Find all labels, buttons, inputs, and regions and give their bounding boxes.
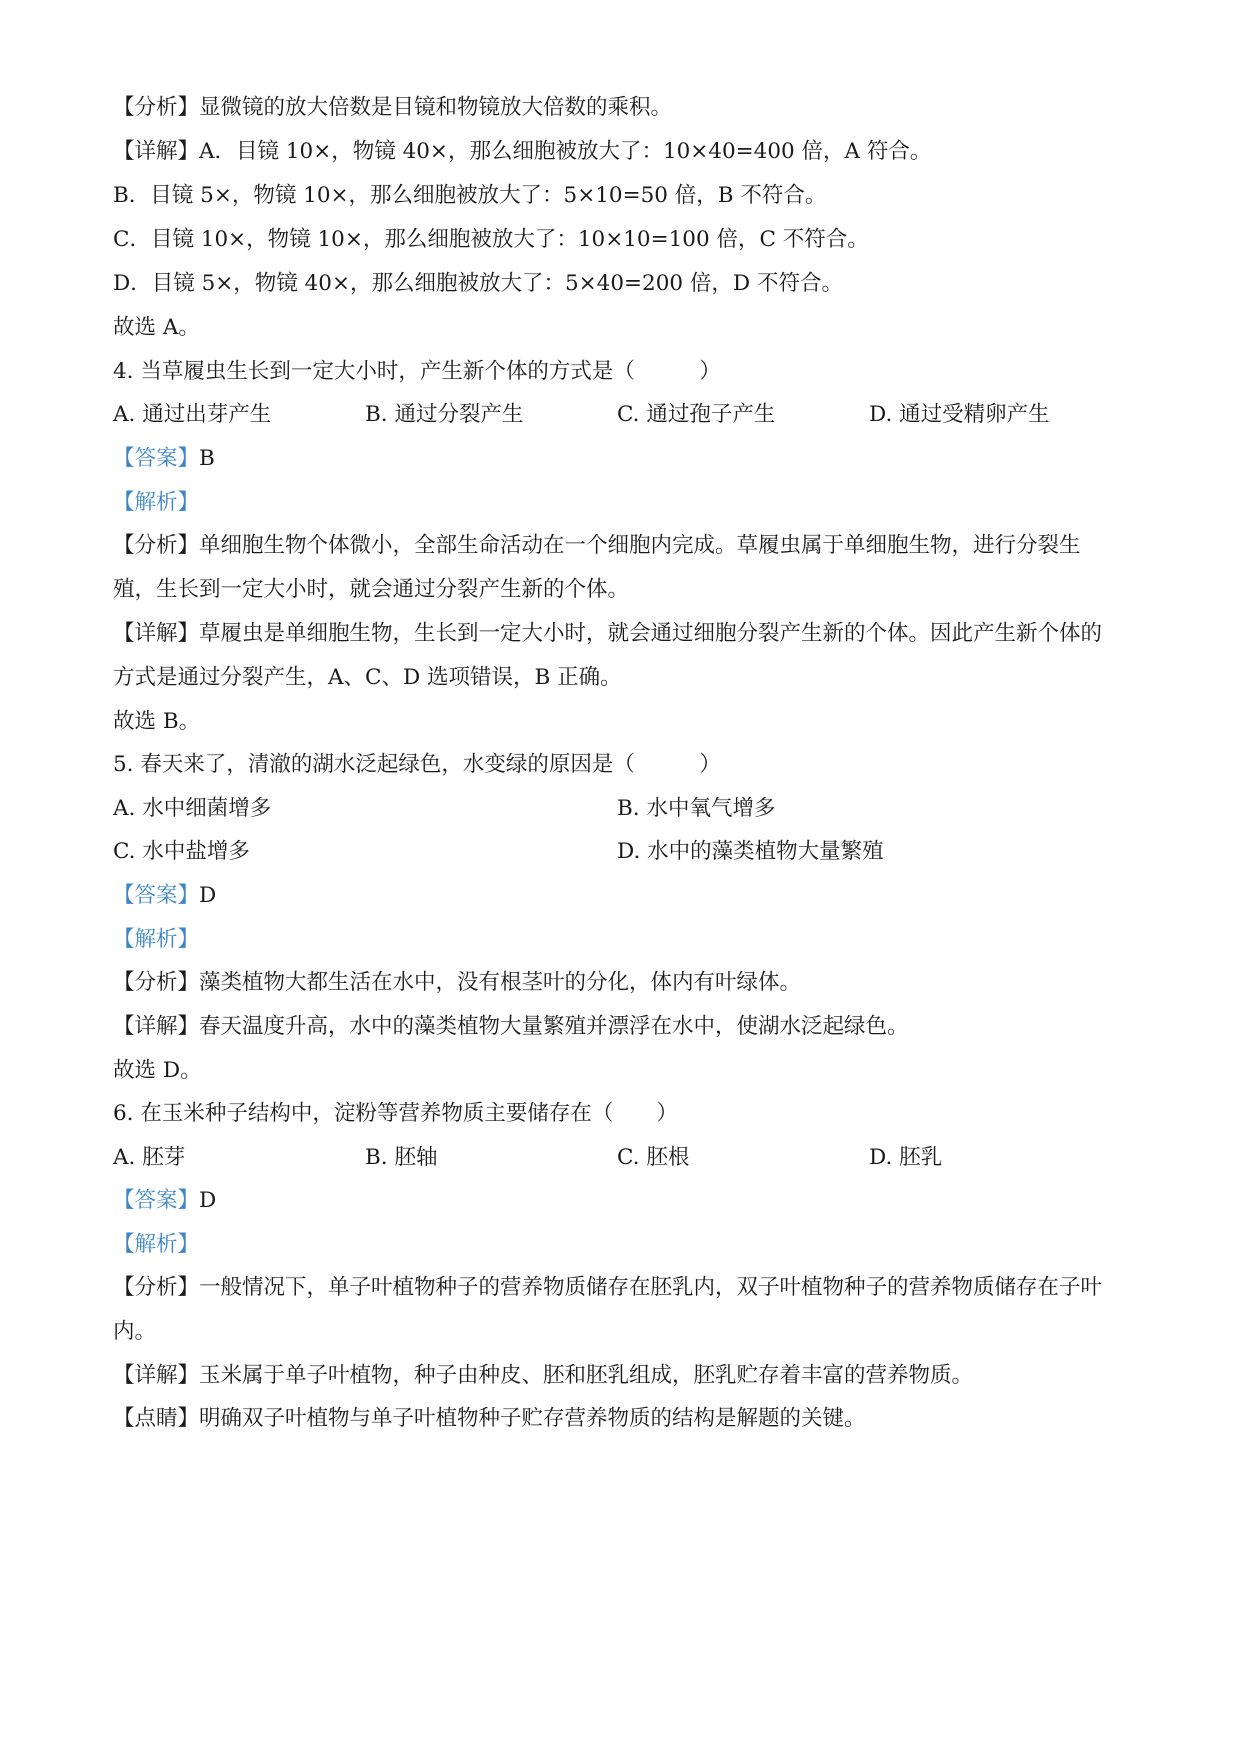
q6-question: 6. 在玉米种子结构中，淀粉等营养物质主要储存在（ ） — [113, 1101, 678, 1126]
q5-option-b: B. 水中氧气增多 — [617, 796, 776, 821]
q4-option-c: C. 通过孢子产生 — [617, 402, 776, 427]
q6-jiexi-tag: 【解析】 — [113, 1232, 200, 1257]
q6-option-a: A. 胚芽 — [113, 1145, 186, 1170]
q6-analysis-line-2: 内。 — [113, 1319, 157, 1344]
q4-analysis-line-1: 【分析】单细胞生物个体微小，全部生命活动在一个细胞内完成。草履虫属于单细胞生物，进行分裂生 — [113, 533, 1081, 558]
q5-option-c: C. 水中盐增多 — [113, 839, 250, 864]
answer-value: D — [199, 1188, 217, 1213]
q6-analysis-line-1: 【分析】一般情况下，单子叶植物种子的营养物质储存在胚乳内，双子叶植物种子的营养物质储存在子叶 — [113, 1275, 1103, 1300]
q4-detail-line-2: 方式是通过分裂产生，A、C、D 选项错误，B 正确。 — [113, 665, 622, 690]
q5-options-row-1 — [113, 794, 1143, 824]
q5-question: 5. 春天来了，清澈的湖水泛起绿色，水变绿的原因是（ ） — [113, 752, 721, 777]
q5-option-a: A. 水中细菌增多 — [113, 796, 272, 821]
q5-analysis: 【分析】藻类植物大都生活在水中，没有根茎叶的分化，体内有叶绿体。 — [113, 970, 802, 995]
q4-option-d: D. 通过受精卵产生 — [869, 402, 1050, 427]
q3-option-d-explanation: D．目镜 5×，物镜 40×，那么细胞被放大了：5×40=200 倍，D 不符合。 — [113, 271, 843, 296]
q4-analysis-line-2: 殖，生长到一定大小时，就会通过分裂产生新的个体。 — [113, 577, 630, 602]
q3-detail: 【详解】A．目镜 10×，物镜 40×，那么细胞被放大了：10×40=400 倍，A 符合。 — [113, 139, 932, 164]
q3-analysis: 【分析】显微镜的放大倍数是目镜和物镜放大倍数的乘积。 — [113, 95, 673, 120]
answer-value: B — [199, 446, 215, 471]
q3-choice: 故选 A。 — [113, 315, 200, 340]
q4-option-b: B. 通过分裂产生 — [365, 402, 524, 427]
q3-option-b-explanation: B．目镜 5×，物镜 10×，那么细胞被放大了：5×10=50 倍，B 不符合。 — [113, 183, 827, 208]
q6-option-b: B. 胚轴 — [365, 1145, 438, 1170]
q6-option-d: D. 胚乳 — [869, 1145, 943, 1170]
q4-detail-line-1: 【详解】草履虫是单细胞生物，生长到一定大小时，就会通过细胞分裂产生新的个体。因此产生新个体的 — [113, 621, 1103, 646]
q3-option-c-explanation: C．目镜 10×，物镜 10×，那么细胞被放大了：10×10=100 倍，C 不符合。 — [113, 227, 869, 252]
q4-jiexi-tag: 【解析】 — [113, 490, 200, 515]
q6-detail: 【详解】玉米属于单子叶植物，种子由种皮、胚和胚乳组成，胚乳贮存着丰富的营养物质。 — [113, 1363, 974, 1388]
q6-options — [113, 1143, 1143, 1173]
q6-answer — [113, 1186, 1143, 1216]
q6-pointer: 【点睛】明确双子叶植物与单子叶植物种子贮存营养物质的结构是解题的关键。 — [113, 1406, 866, 1431]
answer-value: D — [199, 883, 217, 908]
q5-jiexi-tag: 【解析】 — [113, 927, 200, 952]
q5-answer — [113, 881, 1143, 911]
q5-option-d: D. 水中的藻类植物大量繁殖 — [617, 839, 884, 864]
answer-tag: 【答案】 — [113, 1188, 200, 1213]
q6-option-c: C. 胚根 — [617, 1145, 690, 1170]
q4-option-a: A. 通过出芽产生 — [113, 402, 272, 427]
q4-question: 4. 当草履虫生长到一定大小时，产生新个体的方式是（ ） — [113, 359, 721, 384]
q4-options — [113, 400, 1143, 430]
answer-tag: 【答案】 — [113, 446, 200, 471]
q5-detail: 【详解】春天温度升高，水中的藻类植物大量繁殖并漂浮在水中，使湖水泛起绿色。 — [113, 1014, 909, 1039]
q5-options-row-2 — [113, 837, 1143, 867]
q5-choice: 故选 D。 — [113, 1058, 202, 1083]
answer-tag: 【答案】 — [113, 883, 200, 908]
q4-choice: 故选 B。 — [113, 709, 201, 734]
q4-answer — [113, 444, 1143, 474]
